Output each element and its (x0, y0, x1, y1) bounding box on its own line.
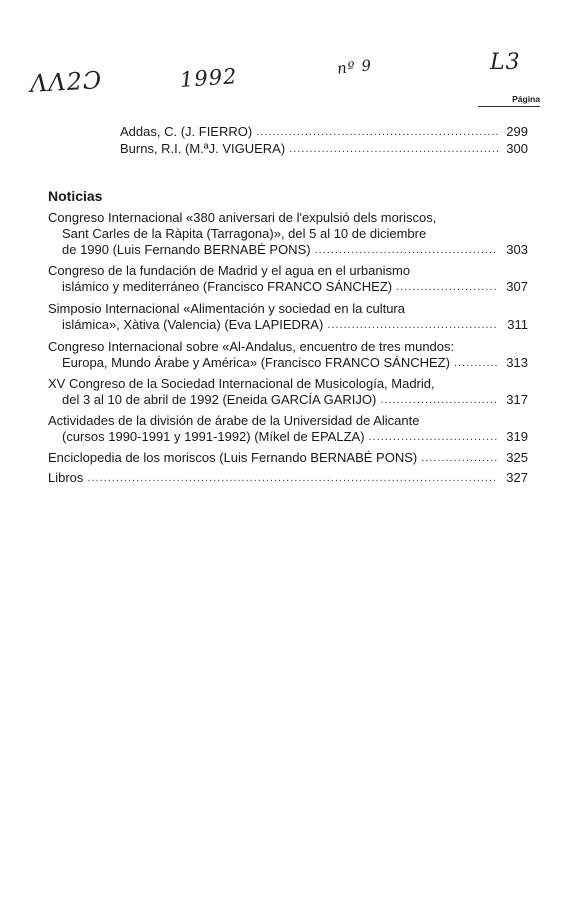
entry-text: Addas, C. (J. FIERRO) (120, 124, 253, 139)
section-title-noticias: Noticias (48, 188, 103, 204)
toc-entry (48, 376, 528, 408)
entry-page: 317 (506, 392, 528, 407)
entry-line: islámico y mediterráneo (Francisco FRANCO SÁNCHEZ) (62, 279, 393, 294)
entry-page: 307 (506, 279, 528, 294)
handwritten-call-number: ΛΛ2Ɔ (29, 66, 103, 98)
handwritten-code: L3 (490, 50, 521, 75)
toc-entry (48, 263, 528, 295)
toc-entry (48, 470, 528, 486)
leader-dots (454, 355, 498, 371)
entry-page: 299 (506, 124, 528, 139)
toc-entry (48, 301, 528, 333)
entry-line: Congreso de la fundación de Madrid y el agua en el urbanismo (48, 263, 411, 278)
entry-line: Congreso Internacional sobre «Al-Andalus, encuentro de tres mundos: (48, 339, 455, 354)
toc-entry (48, 413, 528, 445)
entry-line: (cursos 1990-1991 y 1991-1992) (Míkel de EPALZA) (62, 429, 365, 444)
leader-dots (327, 317, 498, 333)
entry-line: Enciclopedia de los moriscos (Luis Fernando BERNABÉ PONS) (48, 450, 418, 465)
toc-entry (48, 339, 528, 371)
toc-entry-burns (120, 141, 528, 157)
entry-page: 319 (506, 429, 528, 444)
entry-line: XV Congreso de la Sociedad Internacional de Musicología, Madrid, (48, 376, 435, 391)
entry-page: 313 (506, 355, 528, 370)
leader-dots (396, 279, 498, 295)
entry-line: Congreso Internacional «380 aniversari de l'expulsió dels moriscos, (48, 210, 437, 225)
entry-line: Sant Carles de la Ràpita (Tarragona)», del 5 al 10 de diciembre (62, 226, 427, 241)
leader-dots (87, 470, 498, 486)
entry-page: 327 (506, 470, 528, 485)
entry-line: Simposio Internacional «Alimentación y sociedad en la cultura (48, 301, 405, 316)
leader-dots (289, 141, 498, 157)
entry-page: 311 (507, 317, 528, 332)
leader-dots (256, 124, 498, 140)
toc-entry-addas (120, 124, 528, 140)
leader-dots (380, 392, 498, 408)
leader-dots (315, 242, 498, 258)
leader-dots (421, 450, 498, 466)
entry-line: Europa, Mundo Árabe y América» (Francisco FRANCO SÁNCHEZ) (62, 355, 450, 370)
entry-page: 325 (506, 450, 528, 465)
entry-line: del 3 al 10 de abril de 1992 (Eneida GARCÍA GARIJO) (62, 392, 377, 407)
entry-page: 300 (506, 141, 528, 156)
leader-dots (369, 429, 498, 445)
toc-entry (48, 210, 528, 258)
handwritten-issue: nº 9 (336, 56, 373, 78)
handwritten-year: 1992 (179, 64, 239, 92)
entry-text: Burns, R.I. (M.ªJ. VIGUERA) (120, 141, 286, 156)
entry-line: de 1990 (Luis Fernando BERNABÉ PONS) (62, 242, 311, 257)
entry-line: Libros (48, 470, 84, 485)
entry-line: islámica», Xàtiva (Valencia) (Eva LAPIEDRA) (62, 317, 324, 332)
page-column-header: Página (478, 94, 540, 107)
entry-line: Actividades de la división de árabe de la Universidad de Alicante (48, 413, 420, 428)
toc-entry (48, 450, 528, 466)
entry-page: 303 (506, 242, 528, 257)
